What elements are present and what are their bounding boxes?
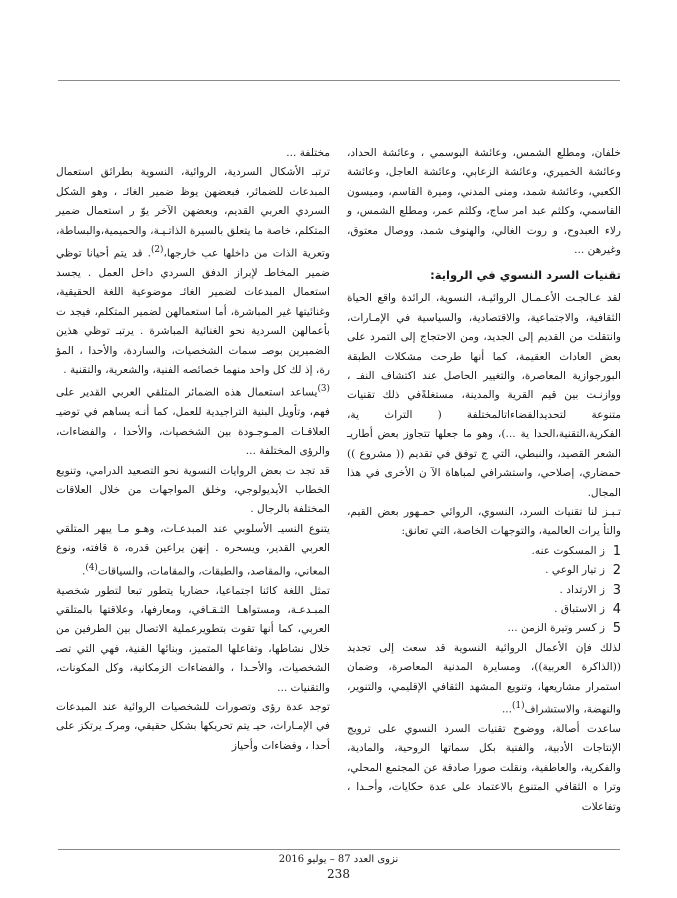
paragraph-text: يتنوع النسيـ الأسلوبي عند المبدعـات، وهـو مـا يبهر المتلقي العربي القدير، ويسحره . إنهن يراعين قدره، ة قافته، ونوع المعاني، والمقاصد، والطبقات، والمقامات، والسياقات bbox=[56, 522, 330, 578]
paragraph-tail: . قد يتم أحيانا توظي ضمير المخاطـ لإبراز الدفق السردي داخل العمل . يجسد استعمال المبدعات لضمير الغائـ موضوعية اللغة الحقيقية، وغنائيتها غير المباشرة، أما استعمالهن لضمير المتكلم، فيجد ت بأعمالهن السردية نحو الغنائية المباشرة . يرتبـ توظي هذين الضميرين بوصـ سمات الشخصيات، والساردة، والأحدا ، المؤ رة، إذ لك كل واحد منهما خصائصه الفنية، والشعرية، والتقنية . bbox=[56, 247, 330, 376]
list-text: ز تيار الوعي . bbox=[545, 564, 605, 577]
list-number: 1 bbox=[612, 543, 621, 559]
paragraph-text: لذلك فإن الأعمال الروائية النسوية قد سعت إلى تجديد ((الذاكرة العربية))، ومسايرة المدنية المعاصرة، وضمان استمرار مشاريعها، وتنويع المشهد الثقافي الإقليمي، والتنوير، والنهضة، والاستشراف bbox=[347, 641, 621, 716]
top-rule bbox=[58, 80, 620, 81]
right-column bbox=[347, 144, 621, 817]
paragraph: خلفان، ومطلع الشمس، وعائشة البوسمي ، وعائشة الحداد، وعائشة الخميري، وعائشة الزعابي، وعائشة العاجل، وعائشة الكعبي، وعائشة شمد، ومنى المدني، وميرة القاسم، وميسون القاسمي، وكلثم عبد امر ساج، وكلثم عمر، ومطلع الشمس، و رلاء العبدوح، و روت الغالي، والهنوف شمد، ووصال معتوق، وغيرهن ... bbox=[347, 147, 621, 257]
list-text: ز كسر وتيرة الزمن ... bbox=[507, 622, 605, 635]
footnote-ref: (1) bbox=[512, 700, 525, 711]
paragraph: قد تجد ت بعض الروايات النسوية نحو التصعيد الدرامي، وتنويع الخطاب الأيديولوجي، وخلق المواجهات من خلال العلاقات المختلفة بالرجال . bbox=[56, 464, 330, 516]
list-text: ز المسكوت عنه. bbox=[531, 544, 605, 557]
list-text: ز الاستباق . bbox=[554, 602, 605, 615]
footnote-ref: (3) bbox=[317, 384, 330, 395]
list-item bbox=[347, 561, 621, 580]
list-number: 3 bbox=[612, 582, 621, 598]
paragraph-tail: . bbox=[81, 565, 86, 578]
list-item bbox=[347, 581, 621, 600]
paragraph: تـبـز لنا تقنيات السرد، النسوي، الروائي حمـهور بعض القيم، والتأ يرات العالمية، والتوجهات الخاصة، التي تعانق: bbox=[347, 505, 621, 538]
list-item bbox=[347, 600, 621, 619]
footnote-ref: (2) bbox=[150, 245, 164, 256]
footnote-ref: (4) bbox=[85, 562, 98, 573]
list-text: ز الارتداد . bbox=[559, 583, 605, 596]
list-item bbox=[347, 542, 621, 561]
left-column bbox=[56, 144, 330, 756]
paragraph: لقد عـالجـت الأعـمـال الروائيـة، النسوية، الرائدة واقع الحياة الثقافية، والاجتماعية، والاقتصادية، والسياسية في الإمـارات، وانتقلت من القديم إلى الجديد، ومن الاحتجاج إلى التمرد على بعض العادات العقيمة، كما أنها طرحت مشكلات الطبقة البورجوازية المعاصرة، والتغيير الحاصل عند اكتشاف النفـ ، ووازنـت بين قيم القرية والمدينة، مستغلةًفي ذلك تقنيات متنوعة لتحديدالفضاءاتالمختلفة ( التراث ية، الفكرية،التقنية،الحدا ية ...)، وهو ما جعلها تتجاوز بعض أطاريـ الشعر القصيد، والنبطي، التي ج توفق في تقديم (( مشروع )) حمضاري، إصلاحي، واستشرافي لمباهاة الآ ن الأخرى في هذا المجال. bbox=[347, 292, 621, 499]
paragraph-text: يساعد استعمال هذه الضمائر المتلقي العربي القدير على فهم، وتأويل البنية التراجيدية للعمل، كما أنـه يساهم في توضيـ العلاقـات المـوجـودة بين الشخصيات، والأحدا ، والفضاءات، والرؤى المختلفة ... bbox=[56, 386, 330, 458]
page-number: 238 bbox=[327, 867, 350, 881]
paragraph bbox=[56, 380, 330, 461]
paragraph: ساعدت أصالة، ووضوح تقنيات السرد النسوي على ترويج الإنتاجات الأدبية، والفنية بكل سماتها الروحية، والمادية، والفكرية، والعاطفية، ونقلت صورا صادقة عن المجتمع المحلي، وترا ه الثقافي المتنوع بالاعتماد على عدة حكايات، وأحـدا ، وتفاعلات bbox=[347, 722, 621, 813]
list-number: 2 bbox=[612, 563, 621, 579]
paragraph-tail: ... bbox=[501, 703, 513, 716]
paragraph bbox=[347, 639, 621, 720]
paragraph-text: ترتبـ الأشكال السردية، الروائية، النسوية بطرائق استعمال المبدعات للضمائر، فبعضهن يوظ ضمير الغائـ ، وهو الشكل السردي العربي القديم، وبعضهن الآخر يوّ ر استعمال ضمير المتكلم، خاصة ما يتعلق بالسيرة الذاتـيـة، والحميمية،والبساطة، وتعرية الذات من داخلها عب خارجها، bbox=[56, 166, 330, 260]
list-number: 5 bbox=[612, 621, 621, 637]
list-number: 4 bbox=[612, 601, 621, 617]
numbered-list bbox=[347, 542, 621, 639]
section-heading: تقنيات السرد النسوي في الرواية: bbox=[430, 268, 621, 283]
paragraph: تمثل اللغة كائنا اجتماعيا، حضاريا يتطور تبعا لتطور شخصية المبـدعـة، ومستواهـا الثـقـافي، ومعارفها، وعلاقتها بالمتلقي العربي، كما أنها تقوت بتطويرعملية الاتصال بين الطرفين من خلال نشاطها، وتفاعلها المتميز، وبنائها الفنية، فهي التي تصـ الشخصيات، والأحـدا ، والفضاءات الزمكانية، وكل المكونات، والتقنيات ... bbox=[56, 584, 330, 694]
paragraph: مختلفة ... bbox=[286, 147, 330, 159]
list-item bbox=[347, 619, 621, 638]
paragraph bbox=[56, 163, 330, 380]
paragraph: توجد عدة رؤى وتصورات للشخصيات الروائية عند المبدعات في الإمـارات، حيـ يتم تحريكها بشكل حقيقي، ومركـ يرتكز على أحدا ، وفضاءات وأحياز bbox=[56, 700, 330, 752]
paragraph bbox=[56, 520, 330, 582]
footer-issue: نزوى العدد 87 – يوليو 2016 bbox=[278, 854, 399, 865]
bottom-rule bbox=[58, 849, 620, 850]
